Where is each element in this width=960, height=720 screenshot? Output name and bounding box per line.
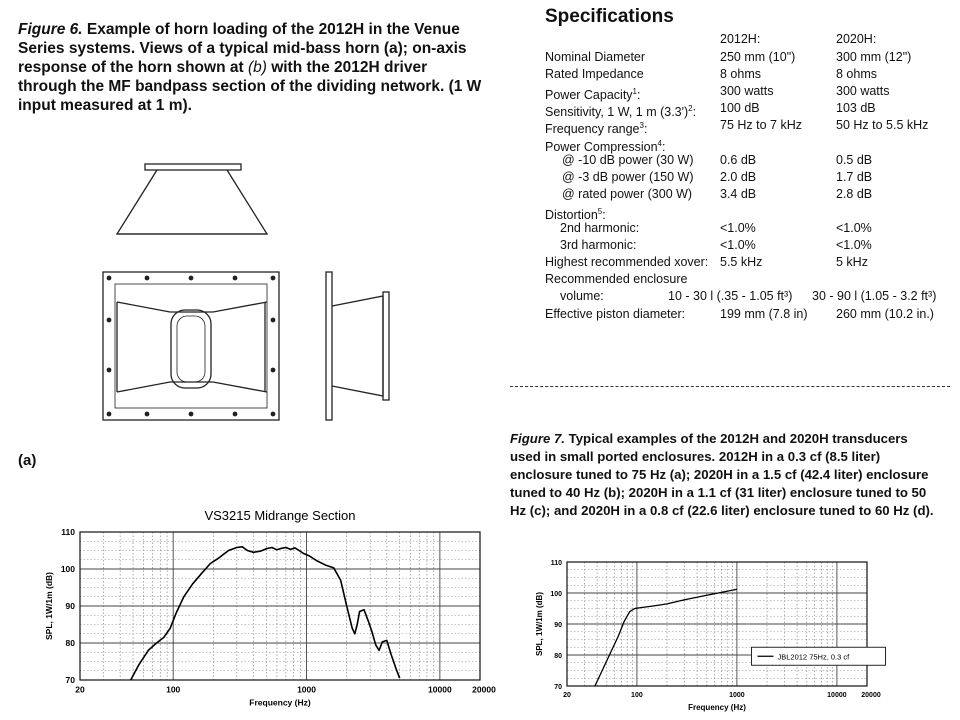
series-line [595, 589, 737, 686]
spec-value-2012h: 250 mm (10") [720, 50, 796, 64]
spec-value-2020h: 103 dB [836, 101, 876, 116]
spec-label [562, 152, 693, 169]
spec-value-2012h: <1.0% [720, 221, 756, 235]
spec-value-2020h: 300 watts [836, 84, 890, 99]
spec-footnote-ref: 2 [688, 104, 693, 114]
chart-grid [567, 562, 867, 686]
spec-label [562, 169, 693, 186]
spec-value-2012h: 0.6 dB [720, 152, 757, 167]
x-tick-label: 20000 [472, 684, 496, 695]
y-tick-label: 100 [60, 564, 75, 574]
figure-7-text: Typical examples of the 2012H and 2020H transducers used in small ported enclosures. 2012H in a 0.3 cf (8.5 liter) enclosure tuned to 75 Hz (a); 2020H in a 1.5 cf (42.4 liter) enclosure tuned to 40 Hz (b); 2020H in a 1.1 cf (31 liter) enclosure tuned to 50 Hz (c); and 2020H in a 0.8 cf (22.6 liter) enclosure tuned to 60 Hz (d). [510, 431, 934, 518]
figure-7-label: Figure 7. [510, 431, 565, 446]
x-tick-label: 100 [166, 684, 181, 695]
spec-label-suffix: : [602, 208, 606, 223]
series-line [131, 547, 400, 680]
spec-label [560, 220, 639, 237]
figure-6-text-1: Example of horn loading of the 2012H in the Venue Series systems. Views of a typical mid-bass horn (a); on-axis response of the horn shown at [18, 21, 467, 76]
spec-label [545, 306, 685, 323]
spec-value-2020h: 300 mm (12") [836, 50, 912, 64]
spec-value-2012h: 3.4 dB [720, 186, 757, 201]
figure-6-text-b: (b) [247, 59, 267, 76]
y-axis-label: SPL, 1W/1m (dB) [44, 571, 54, 641]
y-axis-label: SPL, 1W/1m (dB) [535, 591, 544, 657]
spec-value-2012h: 5.5 kHz [720, 255, 763, 270]
spec-footnote-ref: 5 [597, 206, 603, 216]
spec-label [545, 254, 708, 271]
spec-label-text: @ -10 dB power (30 W) [562, 152, 694, 167]
y-tick-label: 100 [550, 591, 562, 598]
y-tick-label: 110 [550, 560, 562, 567]
spec-label-text: @ -3 dB power (150 W) [562, 169, 694, 184]
spec-label [545, 66, 644, 83]
chart-vs3215-midrange [20, 496, 496, 716]
y-tick-label: 110 [61, 527, 75, 537]
figure-6-label: Figure 6. [18, 21, 83, 38]
spec-value-2020h: 0.5 dB [836, 152, 873, 167]
spec-value-2020h: 2.8 dB [836, 186, 873, 201]
spec-label-text: Power Capacity [545, 88, 633, 103]
spec-value-2012h: 100 dB [720, 101, 760, 116]
spec-label-text: Distortion [545, 208, 598, 223]
x-tick-label: 20 [563, 692, 571, 699]
spec-label-text: Sensitivity, 1 W, 1 m (3.3') [545, 105, 689, 120]
x-axis-label: Frequency (Hz) [249, 697, 311, 708]
spec-value-2020h: 30 - 90 l (1.05 - 3.2 ft³) [812, 289, 937, 304]
spec-value-2012h: 75 Hz to 7 kHz [720, 118, 802, 133]
section-divider [510, 386, 950, 387]
spec-label-suffix: : [637, 88, 641, 103]
spec-value-2012h: <1.0% [720, 238, 756, 253]
chart-legend [752, 647, 886, 665]
x-tick-label: 100 [631, 692, 643, 699]
spec-label [560, 237, 636, 254]
horn-front-view [103, 272, 279, 420]
spec-col-2012h: 2012H: [720, 32, 761, 46]
spec-label [560, 288, 604, 305]
chart-title: VS3215 Midrange Section [204, 508, 356, 523]
horn-side-flange [326, 272, 332, 420]
spec-footnote-ref: 3 [639, 121, 644, 131]
figure-6-sublabel-a: (a) [18, 452, 37, 469]
spec-value-2020h: 260 mm (10.2 in.) [836, 306, 934, 321]
spec-label-text: Frequency range [545, 122, 640, 137]
x-axis-label: Frequency (Hz) [688, 703, 746, 712]
x-tick-label: 20 [75, 684, 85, 695]
spec-value-2020h: <1.0% [836, 221, 872, 235]
spec-label-text: Rated Impedance [545, 67, 644, 82]
spec-label-text: volume: [560, 289, 604, 304]
spec-value-2020h: 5 kHz [836, 255, 868, 270]
y-tick-label: 80 [554, 653, 562, 660]
horn-mouth-flange [145, 164, 241, 170]
y-tick-label: 70 [554, 684, 562, 691]
y-tick-label: 90 [554, 622, 562, 629]
spec-value-2012h: 199 mm (7.8 in) [720, 306, 808, 321]
horn-side-view [332, 296, 383, 396]
spec-value-2020h: 8 ohms [836, 67, 877, 82]
spec-label-text: Effective piston diameter: [545, 306, 686, 321]
figure-7-caption [510, 430, 940, 520]
spec-label-text: @ rated power (300 W) [562, 186, 693, 201]
spec-value-2012h: 300 watts [720, 84, 774, 99]
spec-label [545, 271, 687, 288]
x-tick-label: 1000 [729, 692, 745, 699]
spec-label [545, 49, 645, 66]
x-tick-label: 10000 [827, 692, 847, 699]
y-tick-label: 70 [65, 675, 75, 685]
spec-label-suffix: : [643, 122, 648, 137]
x-tick-label: 20000 [861, 692, 881, 699]
spec-label-text: 2nd harmonic: [560, 221, 640, 235]
x-tick-label: 1000 [297, 684, 316, 695]
spec-label-suffix: : [662, 139, 666, 154]
y-tick-label: 90 [65, 601, 75, 611]
figure-6-text-2: with the 2012H driver through the MF bandpass section of the dividing network. (1 W input measured at 1 m). [18, 59, 482, 114]
spec-label-text: Nominal Diameter [545, 50, 646, 64]
figure-6-caption [18, 20, 488, 115]
spec-value-2012h: 10 - 30 l (.35 - 1.05 ft³) [668, 289, 793, 304]
spec-footnote-ref: 1 [632, 87, 637, 97]
spec-value-2020h: 50 Hz to 5.5 kHz [836, 118, 929, 133]
legend-label: JBL2012 75Hz, 0.3 cf [777, 652, 850, 662]
x-tick-label: 10000 [428, 684, 452, 695]
horn-drawing [95, 160, 415, 430]
horn-top-view [117, 170, 267, 234]
spec-value-2020h: <1.0% [836, 238, 872, 253]
spec-value-2020h: 1.7 dB [836, 169, 873, 184]
specifications-title: Specifications [545, 6, 674, 27]
spec-footnote-ref: 4 [657, 138, 662, 148]
spec-col-2020h: 2020H: [836, 32, 877, 46]
spec-value-2012h: 2.0 dB [720, 169, 757, 184]
chart-jbl2012-enclosure [515, 550, 905, 716]
chart-grid [80, 532, 480, 680]
spec-label-text: Highest recommended xover: [545, 255, 709, 270]
y-tick-label: 80 [65, 638, 75, 648]
spec-label-suffix: : [692, 105, 697, 120]
spec-label-text: Power Compression [545, 139, 658, 154]
spec-label-text: 3rd harmonic: [560, 238, 637, 253]
spec-label-text: Recommended enclosure [545, 272, 688, 287]
spec-value-2012h: 8 ohms [720, 67, 761, 82]
spec-label [562, 186, 692, 203]
